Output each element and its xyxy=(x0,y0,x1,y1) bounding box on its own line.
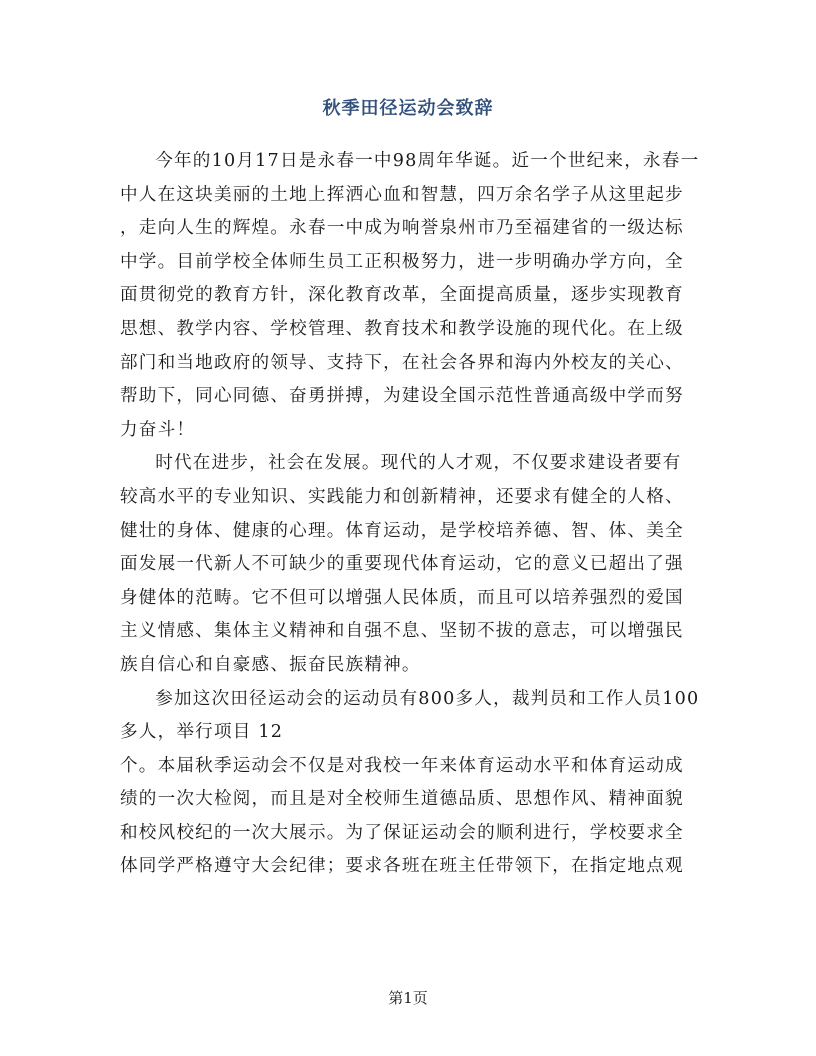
page-number: 第1页 xyxy=(388,989,428,1007)
text-line: 健壮的身体、健康的心理。体育运动，是学校培养德、智、体、美全 xyxy=(120,520,684,541)
text-line: 参加这次田径运动会的运动员有800多人，裁判员和工作人员100 xyxy=(155,688,700,709)
document-body xyxy=(120,145,700,884)
text-line: 部门和当地政府的领导、支持下，在社会各界和海内外校友的关心、 xyxy=(120,352,684,373)
text-line: 主义情感、集体主义精神和自强不息、坚韧不拔的意志，可以增强民 xyxy=(120,621,684,642)
text-line: 族自信心和自豪感、振奋民族精神。 xyxy=(120,654,421,675)
text-line: 个。本届秋季运动会不仅是对我校一年来体育运动水平和体育运动成 xyxy=(120,755,684,776)
text-line: 今年的10月17日是永春一中98周年华诞。近一个世纪来，永春一 xyxy=(155,151,700,171)
paragraph-2 xyxy=(120,447,696,682)
text-line: 思想、教学内容、学校管理、教育技术和教学设施的现代化。在上级 xyxy=(120,318,684,339)
text-line: 体同学严格遵守大会纪律；要求各班在班主任带领下，在指定地点观 xyxy=(120,856,684,877)
text-line: 身健体的范畴。它不但可以增强人民体质，而且可以培养强烈的爱国 xyxy=(120,587,684,608)
text-line: 帮助下，同心同德、奋勇拼搏，为建设全国示范性普通高级中学而努 xyxy=(120,386,684,407)
text-line: 中人在这块美丽的土地上挥洒心血和智慧，四万余名学子从这里起步 xyxy=(120,184,684,205)
text-line: 面贯彻党的教育方针，深化教育改革，全面提高质量，逐步实现教育 xyxy=(120,285,684,306)
document-title: 秋季田径运动会致辞 xyxy=(322,98,494,119)
text-line: 多人，举行项目 12 xyxy=(120,722,284,743)
paragraph-3 xyxy=(120,683,700,885)
paragraph-1 xyxy=(120,145,700,447)
text-line: ，走向人生的辉煌。永春一中成为响誉泉州市乃至福建省的一级达标 xyxy=(120,218,684,239)
text-line: 和校风校纪的一次大展示。为了保证运动会的顺利进行，学校要求全 xyxy=(120,822,684,843)
text-line: 绩的一次大检阅，而且是对全校师生道德品质、思想作风、精神面貌 xyxy=(120,789,684,810)
text-line: 中学。目前学校全体师生员工正积极努力，进一步明确办学方向，全 xyxy=(120,251,684,272)
text-line: 力奋斗！ xyxy=(120,419,196,440)
text-line: 时代在进步，社会在发展。现代的人才观，不仅要求建设者要有 xyxy=(155,453,682,474)
text-line: 面发展一代新人不可缺少的重要现代体育运动，它的意义已超出了强 xyxy=(120,554,684,575)
text-line: 较高水平的专业知识、实践能力和创新精神，还要求有健全的人格、 xyxy=(120,486,684,507)
